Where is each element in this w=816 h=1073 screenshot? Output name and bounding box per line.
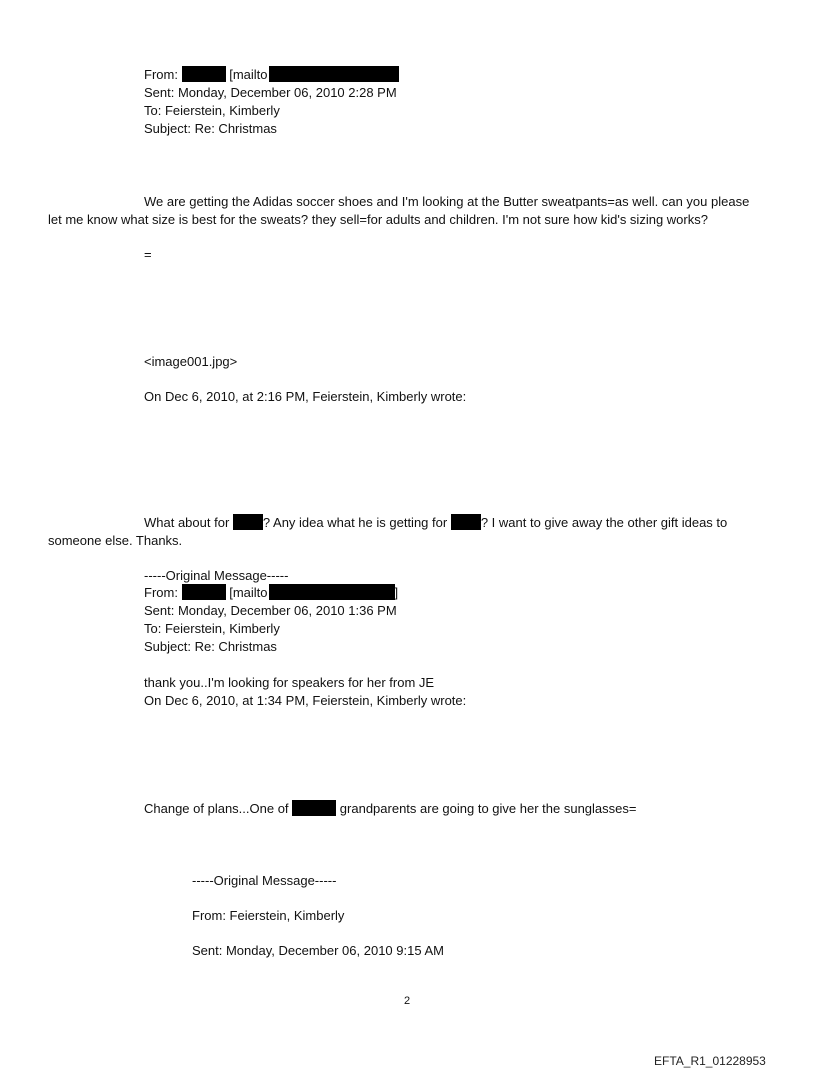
mailto-label: [mailto [229,585,268,600]
message4-text-part2: grandparents are going to give her the sunglasses= [339,801,637,816]
header3-from: From: Feierstein, Kimberly [192,908,345,923]
header2-subject: Subject: Re: Christmas [144,639,277,654]
header1-to: To: Feierstein, Kimberly [144,103,280,118]
message2-line2: someone else. Thanks. [48,533,183,548]
message1-wrote: On Dec 6, 2010, at 2:16 PM, Feierstein, Kimberly wrote: [144,389,467,404]
message1-equals: = [144,247,152,262]
message2-line1 [144,514,727,532]
document-id: EFTA_R1_01228953 [654,1054,766,1068]
redaction-block [292,800,336,816]
message3-wrote: On Dec 6, 2010, at 1:34 PM, Feierstein, Kimberly wrote: [144,693,467,708]
message1-attachment: <image001.jpg> [144,354,238,369]
from-label: From: [144,585,178,600]
header1-subject: Subject: Re: Christmas [144,121,277,136]
message4-line1 [144,800,636,818]
header3-sent: Sent: Monday, December 06, 2010 9:15 AM [192,943,444,958]
header2-from-line [144,584,398,602]
message1-line1: We are getting the Adidas soccer shoes and I'm looking at the Butter sweatpants=as well. can you please [144,194,750,209]
header2-original: -----Original Message----- [144,568,289,583]
page-number: 2 [404,995,411,1007]
message2-text-part3: ? I want to give away the other gift ideas to [480,515,728,530]
redaction-block [269,584,395,600]
redaction-block [451,514,481,530]
message2-text-part1: What about for [144,515,230,530]
message3-line1: thank you..I'm looking for speakers for her from JE [144,675,435,690]
header1-sent: Sent: Monday, December 06, 2010 2:28 PM [144,85,397,100]
header1-from-line [144,66,399,84]
header3-original: -----Original Message----- [192,873,337,888]
header2-to: To: Feierstein, Kimberly [144,621,280,636]
from-label: From: [144,67,178,82]
redaction-block [233,514,263,530]
redaction-block [182,584,226,600]
message1-line2: let me know what size is best for the sweats? they sell=for adults and children. I'm not sure how kid's sizing works? [48,212,708,227]
header2-sent: Sent: Monday, December 06, 2010 1:36 PM [144,603,397,618]
redaction-block [269,66,399,82]
message4-text-part1: Change of plans...One of [144,801,289,816]
message2-text-part2: ? Any idea what he is getting for [262,515,448,530]
mailto-label: [mailto [229,67,268,82]
bracket-close: ] [394,585,399,600]
redaction-block [182,66,226,82]
